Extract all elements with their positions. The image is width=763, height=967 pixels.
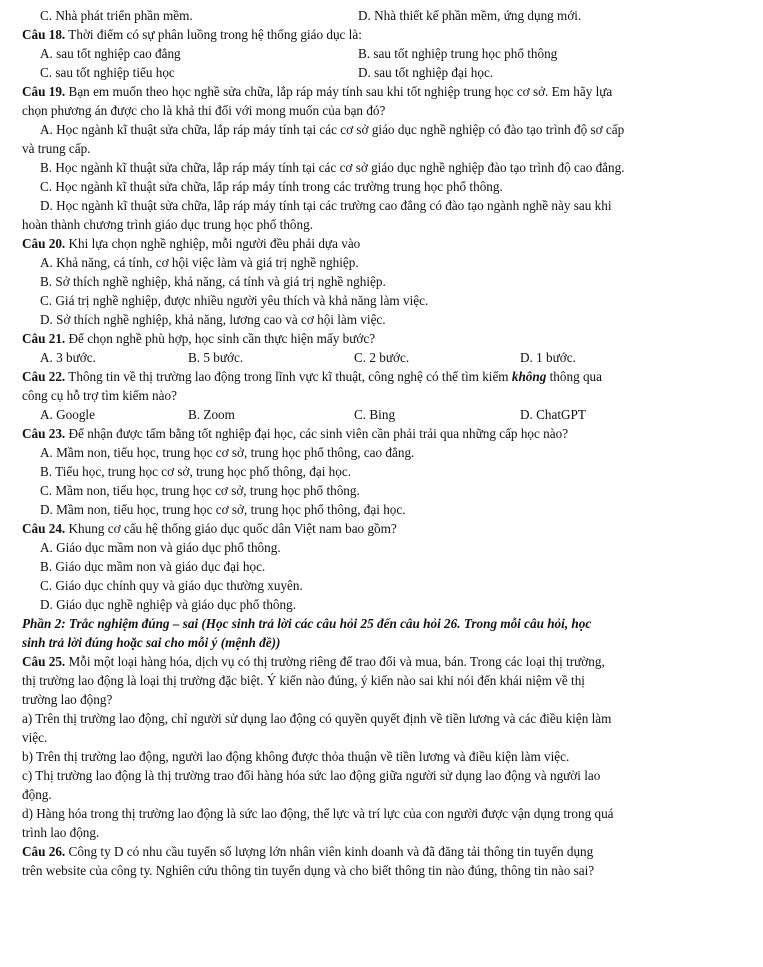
- question-20: [22, 234, 741, 253]
- statement-a: a) Trên thị trường lao động, chỉ người sử dụng lao động có quyền quyết định về tiền lương và các điều kiện làm: [22, 711, 612, 726]
- option-d-cont: hoàn thành chương trình giáo dục trung học phổ thông.: [22, 217, 314, 232]
- option-c: C. Học ngành kĩ thuật sửa chữa, lắp ráp máy tính trong các trường trung học phổ thông.: [40, 179, 503, 194]
- question-text: Thông tin về thị trường lao động trong lĩnh vực kĩ thuật, công nghệ có thể tìm kiếm: [68, 369, 512, 384]
- question-22: [22, 367, 741, 386]
- option-b: B. sau tốt nghiệp trung học phổ thông: [358, 46, 558, 61]
- option-a: A. Google: [40, 407, 95, 422]
- option-d: D. Nhà thiết kế phần mềm, ứng dụng mới.: [358, 8, 582, 23]
- question-text: Thời điểm có sự phân luồng trong hệ thống giáo dục là:: [68, 27, 362, 42]
- option-c: C. Nhà phát triển phần mềm.: [40, 8, 193, 23]
- options-row: [22, 405, 741, 424]
- question-25: [22, 652, 741, 671]
- question-24: [22, 519, 741, 538]
- question-text: Mỗi một loại hàng hóa, dịch vụ có thị trường riêng để trao đổi và mua, bán. Trong các loại thị trường,: [68, 654, 605, 669]
- option-c: C. 2 bước.: [354, 350, 410, 365]
- option-b: B. Tiểu học, trung học cơ sở, trung học phổ thông, đại học.: [40, 464, 352, 479]
- options-row: [22, 44, 741, 63]
- option-b: B. Zoom: [188, 407, 235, 422]
- question-number: Câu 24.: [22, 521, 66, 536]
- option-c: C. sau tốt nghiệp tiểu học: [40, 65, 175, 80]
- section-heading-cont: sinh trả lời đúng hoặc sai cho mỗi ý (mệnh đề)): [22, 635, 281, 650]
- question-number: Câu 20.: [22, 236, 66, 251]
- question-text: Công ty D có nhu cầu tuyển số lượng lớn nhân viên kinh doanh và đã đăng tải thông tin tuyển dụng: [68, 844, 594, 859]
- options-row: [22, 348, 741, 367]
- section-heading: Phần 2: Trắc nghiệm đúng – sai (Học sinh trả lời các câu hỏi 25 đến câu hỏi 26. Trong mỗi câu hỏi, học: [22, 616, 592, 631]
- question-number: Câu 25.: [22, 654, 66, 669]
- statement-b: b) Trên thị trường lao động, người lao động không được thỏa thuận về tiền lương và điều kiện làm việc.: [22, 749, 570, 764]
- question-text-cont: thị trường lao động là loại thị trường đặc biệt. Ý kiến nào đúng, ý kiến nào sai khi nói đến khái niệm về thị: [22, 673, 585, 688]
- question-text: Bạn em muốn theo học nghề sửa chữa, lắp ráp máy tính sau khi tốt nghiệp trung học cơ sở. Em hãy lựa: [68, 84, 613, 99]
- option-a: A. Khả năng, cá tính, cơ hội việc làm và giá trị nghề nghiệp.: [40, 255, 359, 270]
- question-text: Để nhận được tấm bằng tốt nghiệp đại học, các sinh viên cần phải trải qua những cấp học nào?: [68, 426, 569, 441]
- question-text-cont: công cụ hỗ trợ tìm kiếm nào?: [22, 388, 177, 403]
- statement-d-cont: trình lao động.: [22, 825, 100, 840]
- option-d: D. Giáo dục nghề nghiệp và giáo dục phổ thông.: [40, 597, 297, 612]
- option-b: B. Giáo dục mầm non và giáo dục đại học.: [40, 559, 266, 574]
- option-d: D. ChatGPT: [520, 407, 586, 422]
- option-a-cont: và trung cấp.: [22, 141, 91, 156]
- question-text-tail: thông qua: [546, 369, 603, 384]
- options-row: [22, 63, 741, 82]
- option-b: B. Sở thích nghề nghiệp, khả năng, cá tính và giá trị nghề nghiệp.: [40, 274, 386, 289]
- option-a: A. Học ngành kĩ thuật sửa chữa, lắp ráp máy tính tại các cơ sở giáo dục nghề nghiệp có đào tạo trình độ sơ cấp: [40, 122, 625, 137]
- question-text-cont: trên website của công ty. Nghiên cứu thông tin tuyển dụng và cho biết thông tin nào đúng, thông tin nào sai?: [22, 863, 595, 878]
- question-number: Câu 26.: [22, 844, 66, 859]
- question-18: [22, 25, 741, 44]
- option-b: B. 5 bước.: [188, 350, 244, 365]
- option-a: A. 3 bước.: [40, 350, 96, 365]
- option-a: A. Giáo dục mầm non và giáo dục phổ thông.: [40, 540, 281, 555]
- question-number: Câu 23.: [22, 426, 66, 441]
- option-d: D. Sở thích nghề nghiệp, khả năng, lương cao và cơ hội làm việc.: [40, 312, 386, 327]
- option-a: A. sau tốt nghiệp cao đẳng: [40, 46, 181, 61]
- emphasis-word: không: [511, 369, 547, 384]
- question-text-cont: chọn phương án được cho là khả thi đối với mong muốn của bạn đó?: [22, 103, 386, 118]
- statement-c: c) Thị trường lao động là thị trường trao đổi hàng hóa sức lao động giữa người sử dụng lao động và người lao: [22, 768, 601, 783]
- question-23: [22, 424, 741, 443]
- option-d: D. 1 bước.: [520, 350, 576, 365]
- option-c: C. Giáo dục chính quy và giáo dục thường xuyên.: [40, 578, 303, 593]
- question-number: Câu 21.: [22, 331, 66, 346]
- statement-c-cont: động.: [22, 787, 52, 802]
- option-c: C. Bing: [354, 407, 396, 422]
- question-text: Khi lựa chọn nghề nghiệp, mỗi người đều phải dựa vào: [68, 236, 361, 251]
- option-d: D. Mầm non, tiểu học, trung học cơ sở, trung học phổ thông, đại học.: [40, 502, 406, 517]
- question-text-cont: trường lao động?: [22, 692, 113, 707]
- option-d: D. Học ngành kĩ thuật sửa chữa, lắp ráp máy tính tại các trường cao đẳng có đào tạo ngành nghề này sau khi: [40, 198, 612, 213]
- question-19: [22, 82, 741, 101]
- statement-a-cont: việc.: [22, 730, 48, 745]
- option-c: C. Mầm non, tiểu học, trung học cơ sở, trung học phổ thông.: [40, 483, 360, 498]
- question-number: Câu 18.: [22, 27, 66, 42]
- question-26: [22, 842, 741, 861]
- question-number: Câu 19.: [22, 84, 66, 99]
- statement-d: d) Hàng hóa trong thị trường lao động là sức lao động, thể lực và trí lực của con người được vận dụng trong quá: [22, 806, 614, 821]
- question-text: Để chọn nghề phù hợp, học sinh cần thực hiện mấy bước?: [68, 331, 376, 346]
- question-number: Câu 22.: [22, 369, 66, 384]
- question-21: [22, 329, 741, 348]
- option-c: C. Giá trị nghề nghiệp, được nhiều người yêu thích và khả năng làm việc.: [40, 293, 429, 308]
- question-text: Khung cơ cấu hệ thống giáo dục quốc dân Việt nam bao gồm?: [68, 521, 397, 536]
- option-a: A. Mầm non, tiểu học, trung học cơ sở, trung học phổ thông, cao đẳng.: [40, 445, 415, 460]
- option-d: D. sau tốt nghiệp đại học.: [358, 65, 494, 80]
- options-row: [22, 6, 741, 25]
- option-b: B. Học ngành kĩ thuật sửa chữa, lắp ráp máy tính tại các cơ sở giáo dục nghề nghiệp đào tạo trình độ cao đẳng.: [40, 160, 625, 175]
